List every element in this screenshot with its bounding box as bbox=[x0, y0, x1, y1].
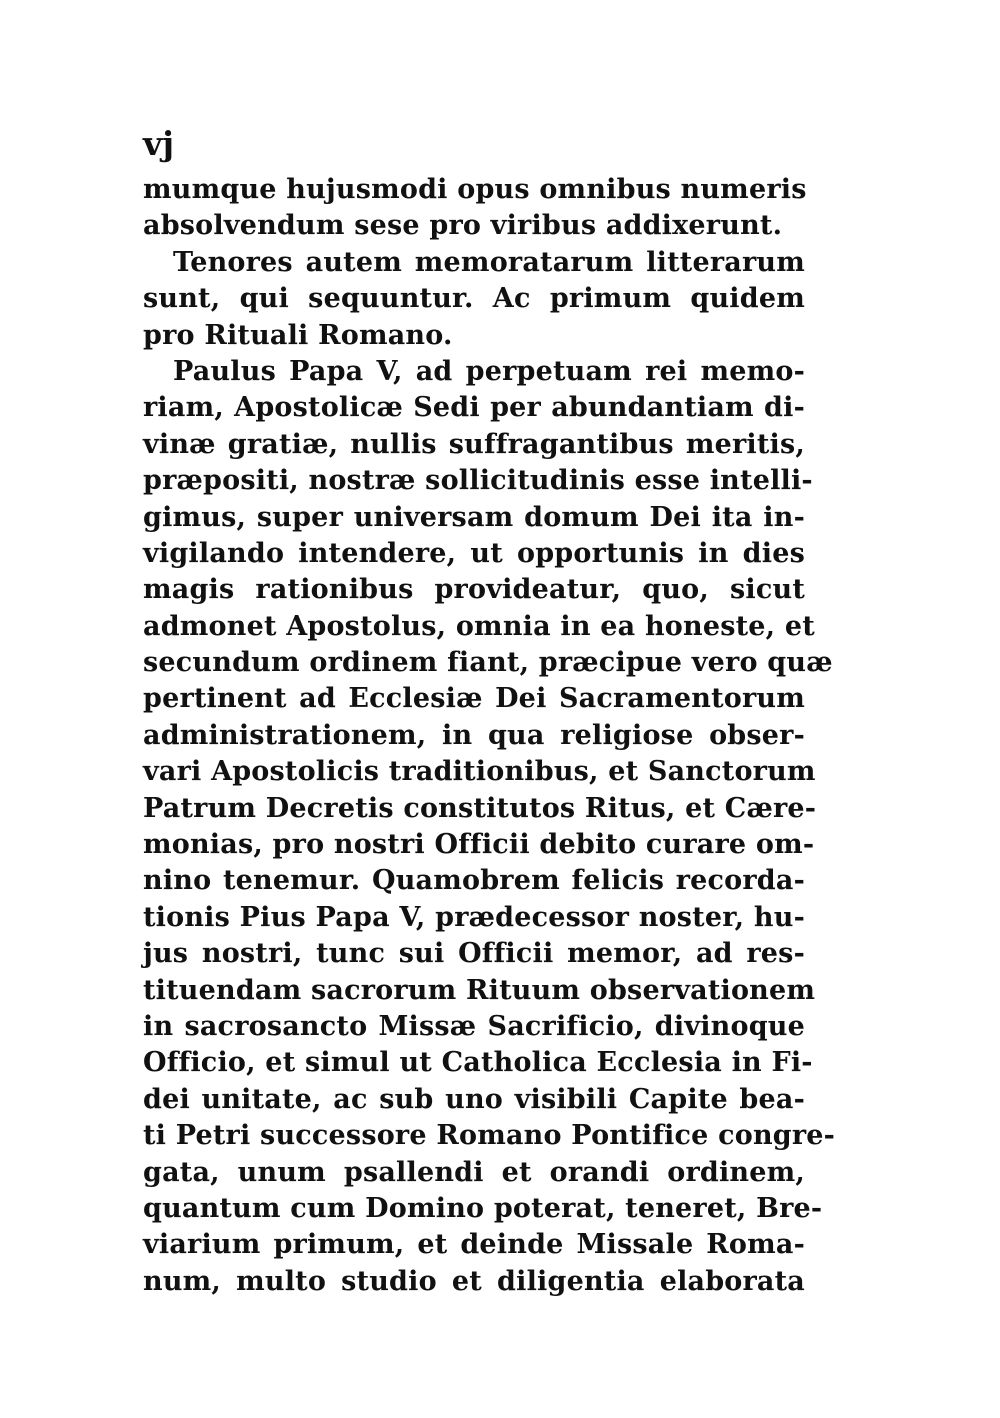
text-line: dei unitate, ac sub uno visibili Capite bea- bbox=[143, 1083, 805, 1115]
text-line: administrationem, in qua religiose obser- bbox=[143, 719, 805, 751]
text-line: vinæ gratiæ, nullis suffragantibus meritis, bbox=[143, 428, 805, 460]
text-line: admonet Apostolus, omnia in ea honeste, et bbox=[143, 610, 815, 642]
text-line: vari Apostolicis traditionibus, et Sanctorum bbox=[143, 756, 816, 788]
text-line: Officio, et simul ut Catholica Ecclesia in Fi- bbox=[143, 1047, 813, 1079]
text-line: gimus, super universam domum Dei ita in- bbox=[143, 501, 805, 533]
text-line: secundum ordinem fiant, præcipue vero quæ bbox=[143, 647, 833, 679]
text-line: riam, Apostolicæ Sedi per abundantiam di- bbox=[143, 392, 805, 424]
text-line: Tenores autem memoratarum litterarum bbox=[173, 246, 805, 278]
text-line: magis rationibus provideatur, quo, sicut bbox=[143, 574, 805, 606]
body-text bbox=[143, 172, 836, 1300]
text-line: in sacrosancto Missæ Sacrificio, divinoque bbox=[143, 1010, 805, 1042]
text-line: quantum cum Domino poterat, teneret, Bre- bbox=[143, 1192, 823, 1224]
text-line: præpositi, nostræ sollicitudinis esse intelli- bbox=[143, 465, 813, 497]
page-number: vj bbox=[143, 124, 175, 163]
text-line: jus nostri, tunc sui Officii memor, ad res- bbox=[143, 938, 805, 970]
text-line: nino tenemur. Quamobrem felicis recorda- bbox=[143, 865, 805, 897]
text-line: viarium primum, et deinde Missale Roma- bbox=[143, 1229, 805, 1261]
text-line: Patrum Decretis constitutos Ritus, et Cære- bbox=[143, 792, 817, 824]
text-line: vigilando intendere, ut opportunis in dies bbox=[143, 537, 805, 569]
text-line: monias, pro nostri Officii debito curare om- bbox=[143, 829, 815, 861]
text-line: pertinent ad Ecclesiæ Dei Sacramentorum bbox=[143, 683, 805, 715]
text-line: Paulus Papa V, ad perpetuam rei memo- bbox=[173, 355, 805, 387]
text-line: tionis Pius Papa V, prædecessor noster, hu- bbox=[143, 901, 805, 933]
text-line: pro Rituali Romano. bbox=[143, 319, 453, 351]
text-line: sunt, qui sequuntur. Ac primum quidem bbox=[143, 283, 805, 315]
text-line: gata, unum psallendi et orandi ordinem, bbox=[143, 1156, 805, 1188]
text-line: absolvendum sese pro viribus addixerunt. bbox=[143, 210, 783, 242]
text-line: tituendam sacrorum Rituum observationem bbox=[143, 974, 816, 1006]
text-line: mumque hujusmodi opus omnibus numeris bbox=[143, 174, 807, 205]
text-line: num, multo studio et diligentia elaborata bbox=[143, 1265, 805, 1297]
text-line: ti Petri successore Romano Pontifice congre- bbox=[143, 1120, 836, 1152]
